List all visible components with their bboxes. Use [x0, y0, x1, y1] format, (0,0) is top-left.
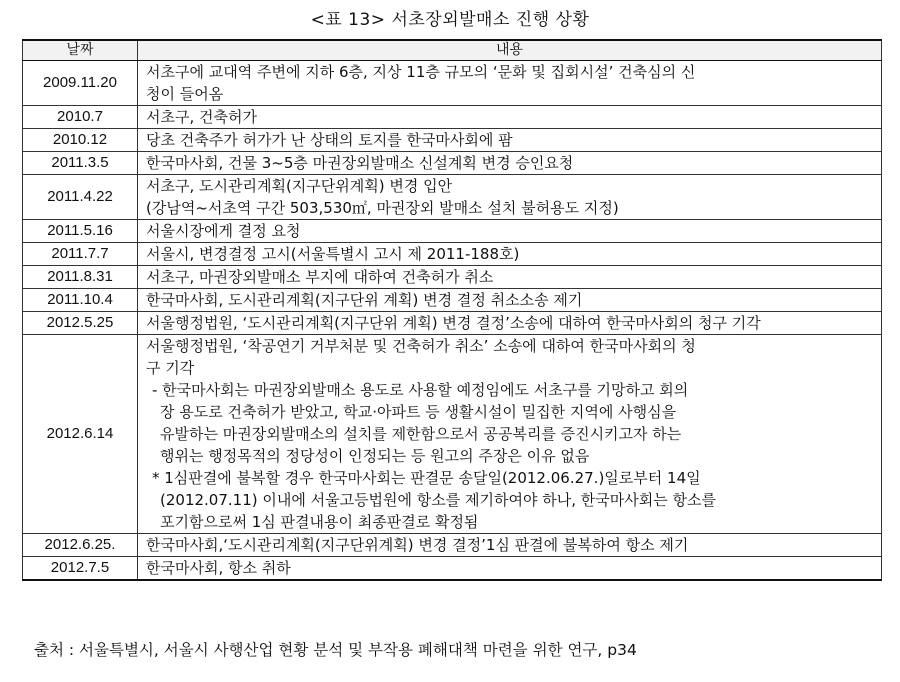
header-date: 날짜 — [23, 40, 138, 61]
table-row — [23, 61, 882, 106]
row-content — [138, 335, 882, 534]
content-line: 한국마사회, 도시관리계획(지구단위 계획) 변경 결정 취소소송 제기 — [146, 291, 583, 309]
row-date: 2012.6.25. — [23, 534, 138, 557]
table-row — [23, 557, 882, 581]
row-content — [138, 312, 882, 335]
row-date: 2010.7 — [23, 106, 138, 129]
table-row — [23, 243, 882, 266]
row-date: 2011.8.31 — [23, 266, 138, 289]
header-row — [23, 40, 882, 61]
content-line: (강남역~서초역 구간 503,530㎡, 마권장외 발매소 설치 불허용도 지정) — [146, 199, 619, 217]
row-content — [138, 289, 882, 312]
row-content — [138, 106, 882, 129]
content-line: 한국마사회, 건물 3~5층 마권장외발매소 신설계획 변경 승인요청 — [146, 154, 574, 172]
row-content — [138, 557, 882, 581]
table-row — [23, 175, 882, 220]
table-row — [23, 129, 882, 152]
row-content — [138, 129, 882, 152]
table-row — [23, 335, 882, 534]
content-line: 청이 들어옴 — [146, 85, 224, 103]
row-date: 2011.3.5 — [23, 152, 138, 175]
content-line: 한국마사회,‘도시관리계획(지구단위계획) 변경 결정’1심 판결에 불복하여 항소 제기 — [146, 536, 689, 554]
table-row — [23, 220, 882, 243]
table-row — [23, 266, 882, 289]
table-row — [23, 534, 882, 557]
row-content — [138, 243, 882, 266]
content-line: 서초구, 건축허가 — [146, 108, 257, 126]
row-content — [138, 220, 882, 243]
row-date: 2012.7.5 — [23, 557, 138, 581]
content-line: 서울행정법원, ‘착공연기 거부처분 및 건축허가 취소’ 소송에 대하여 한국마사회의 청 — [146, 337, 696, 355]
row-date: 2011.5.16 — [23, 220, 138, 243]
content-line: 포기함으로써 1심 판결내용이 최종판결로 확정됨 — [160, 513, 479, 531]
content-line: 서초구, 도시관리계획(지구단위계획) 변경 입안 — [146, 177, 453, 195]
content-line: 유발하는 마권장외발매소의 설치를 제한함으로서 공공복리를 증진시키고자 하는 — [160, 425, 682, 443]
row-content — [138, 266, 882, 289]
row-content — [138, 175, 882, 220]
table-row — [23, 289, 882, 312]
row-content — [138, 534, 882, 557]
table-row — [23, 152, 882, 175]
header-content: 내용 — [138, 40, 882, 61]
row-date: 2009.11.20 — [23, 61, 138, 106]
row-date: 2011.4.22 — [23, 175, 138, 220]
content-line: 한국마사회, 항소 취하 — [146, 559, 291, 577]
content-line: 행위는 행정목적의 정당성이 인정되는 등 원고의 주장은 이유 없음 — [160, 447, 590, 465]
content-line: 장 용도로 건축허가 받았고, 학교·아파트 등 생활시설이 밀집한 지역에 사행심을 — [160, 403, 677, 421]
row-date: 2011.7.7 — [23, 243, 138, 266]
row-date: 2011.10.4 — [23, 289, 138, 312]
row-content — [138, 61, 882, 106]
row-content — [138, 152, 882, 175]
content-line: 서울시장에게 결정 요청 — [146, 222, 301, 240]
content-line: 서초구에 교대역 주변에 지하 6층, 지상 11층 규모의 ‘문화 및 집회시설’ 건축심의 신 — [146, 63, 696, 81]
content-line: 구 기각 — [146, 359, 195, 377]
row-date: 2012.6.14 — [23, 335, 138, 534]
row-date: 2010.12 — [23, 129, 138, 152]
content-line: 서초구, 마권장외발매소 부지에 대하여 건축허가 취소 — [146, 268, 494, 286]
content-line: 당초 건축주가 허가가 난 상태의 토지를 한국마사회에 팜 — [146, 131, 513, 149]
content-line: 서울행정법원, ‘도시관리계획(지구단위 계획) 변경 결정’소송에 대하여 한국마사회의 청구 기각 — [146, 314, 761, 332]
progress-table — [22, 39, 882, 581]
table-row — [23, 106, 882, 129]
content-line: - 한국마사회는 마권장외발매소 용도로 사용할 예정임에도 서초구를 기망하고 회의 — [152, 381, 689, 399]
row-date: 2012.5.25 — [23, 312, 138, 335]
content-line: * 1심판결에 불복할 경우 한국마사회는 판결문 송달일(2012.06.27.)일로부터 14일 — [152, 469, 701, 487]
source-note: 출처 : 서울특별시, 서울시 사행산업 현황 분석 및 부작용 폐해대책 마련을 위한 연구, p34 — [34, 641, 637, 659]
table-caption: <표 13> 서초장외발매소 진행 상황 — [310, 10, 590, 30]
content-line: 서울시, 변경결정 고시(서울특별시 고시 제 2011-188호) — [146, 245, 520, 263]
content-line: (2012.07.11) 이내에 서울고등법원에 항소를 제기하여야 하나, 한국마사회는 항소를 — [160, 491, 716, 509]
table-row — [23, 312, 882, 335]
